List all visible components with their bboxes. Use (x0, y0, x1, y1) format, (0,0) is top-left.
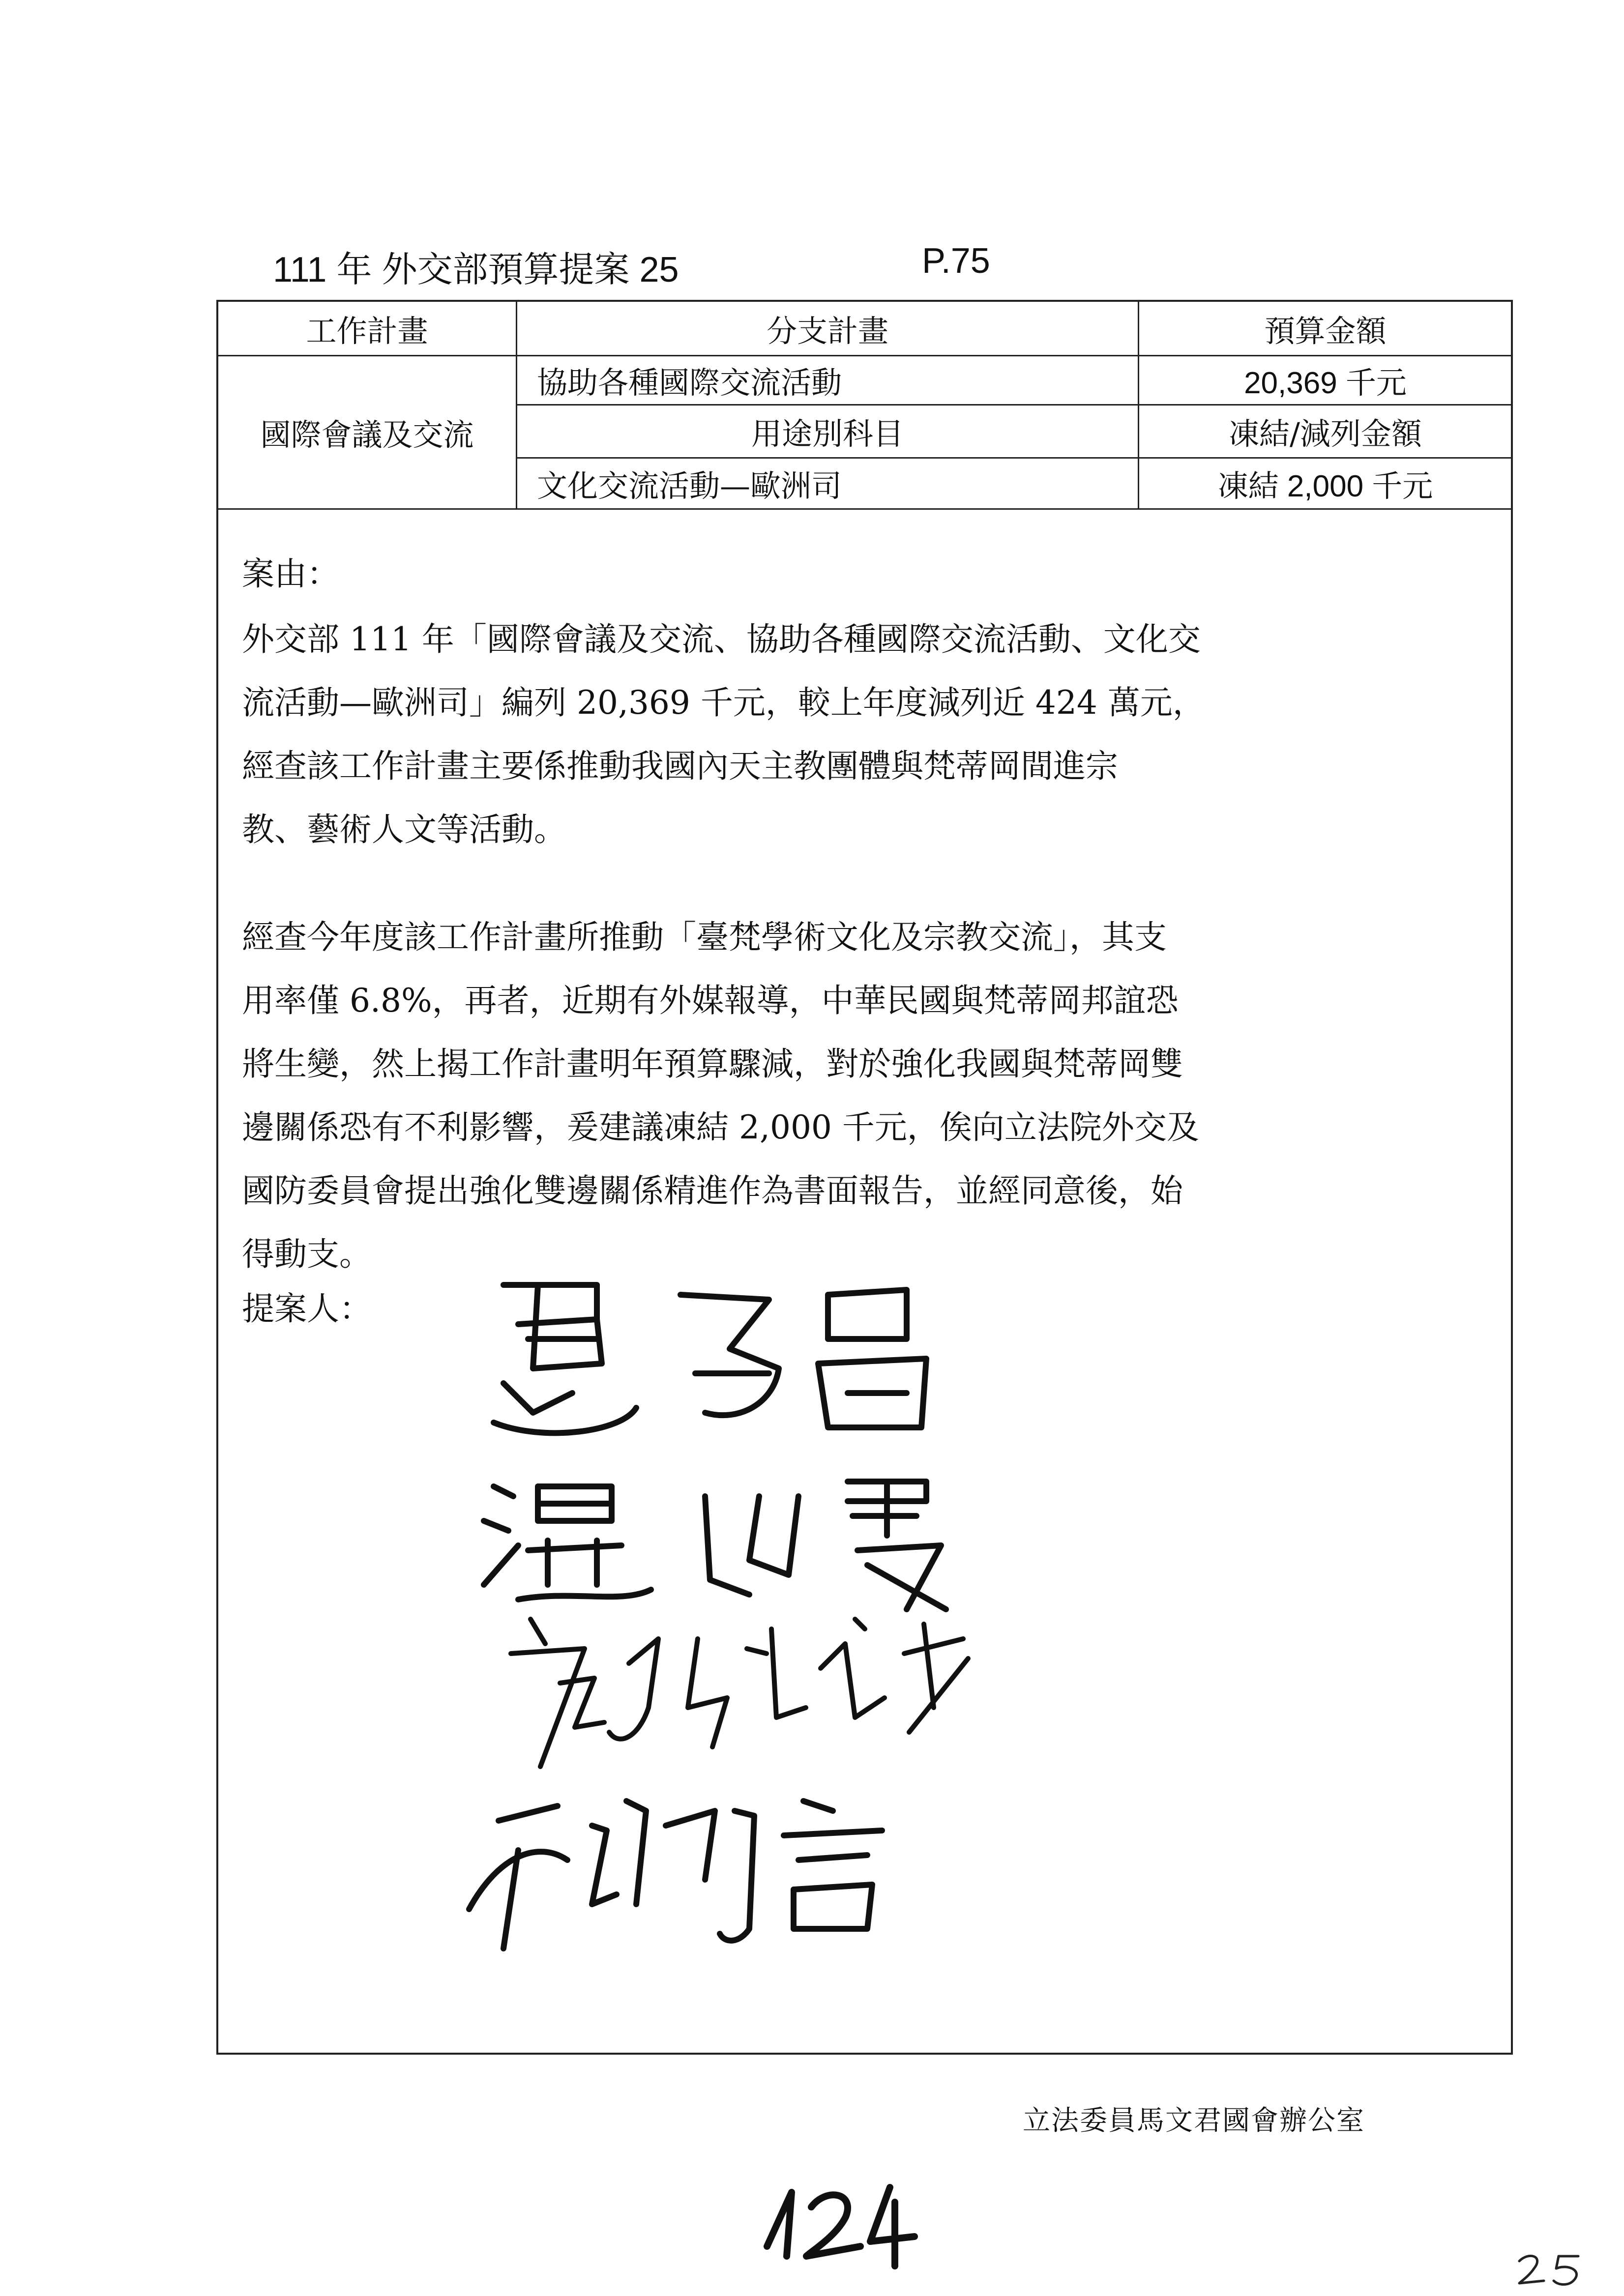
usage-item-value: 文化交流活動—歐洲司 (537, 468, 842, 504)
case-label: 案由： (242, 555, 339, 593)
col-header-budget: 預算金額 (1264, 313, 1387, 349)
paragraph-line: 經查今年度該工作計畫所推動「臺梵學術文化及宗教交流」，其支 (242, 918, 1167, 956)
handwritten-signature-4 (459, 1781, 1000, 1958)
paragraph-line: 得動支。 (242, 1235, 372, 1273)
paragraph-line: 經查該工作計畫主要係推動我國內天主教團體與梵蒂岡間進宗 (242, 747, 1118, 785)
col-header-freeze-cut: 凍結/減列金額 (1229, 416, 1422, 452)
proposal-form (216, 300, 1513, 2055)
case-paragraph-1 (242, 608, 1491, 861)
freeze-amount: 凍結 2,000 千元 (1217, 469, 1433, 503)
paragraph-line: 將生變，然上揭工作計畫明年預算驟減，對於強化我國與梵蒂岡雙 (242, 1045, 1183, 1083)
handwritten-corner-number (1514, 2251, 1588, 2291)
col-header-sub-plan: 分支計畫 (766, 313, 888, 349)
paragraph-line: 流活動—歐洲司」編列 20,369 千元，較上年度減列近 424 萬元， (242, 684, 1205, 722)
proposal-header (273, 241, 1060, 290)
page-reference: P.75 (922, 241, 990, 281)
handwritten-signature-3 (501, 1609, 993, 1772)
case-paragraph-2 (242, 905, 1491, 1286)
paragraph-line: 國防委員會提出強化雙邊關係精進作為書面報告，並經同意後，始 (242, 1172, 1183, 1210)
proposal-title: 111 年 外交部預算提案 25 (273, 250, 679, 290)
paragraph-line: 外交部 111 年「國際會議及交流、協助各種國際交流活動、文化交 (242, 620, 1201, 658)
proposer-label: 提案人： (242, 1290, 372, 1328)
col-header-usage-item: 用途別科目 (751, 416, 904, 452)
work-plan-value: 國際會議及交流 (260, 417, 474, 453)
handwritten-signature-2 (474, 1467, 1015, 1614)
handwritten-page-number (747, 2173, 924, 2271)
paragraph-line: 教、藝術人文等活動。 (242, 811, 566, 848)
office-name: 立法委員馬文君國會辦公室 (1023, 2105, 1365, 2137)
handwritten-signature-1 (474, 1265, 995, 1452)
paragraph-line: 用率僅 6.8%，再者，近期有外媒報導，中華民國與梵蒂岡邦誼恐 (242, 982, 1179, 1019)
budget-amount: 20,369 千元 (1244, 366, 1407, 400)
paragraph-line: 邊關係恐有不利影響，爰建議凍結 2,000 千元，俟向立法院外交及 (242, 1108, 1199, 1146)
sub-plan-value: 協助各種國際交流活動 (537, 365, 842, 401)
col-header-work-plan: 工作計畫 (306, 313, 428, 349)
